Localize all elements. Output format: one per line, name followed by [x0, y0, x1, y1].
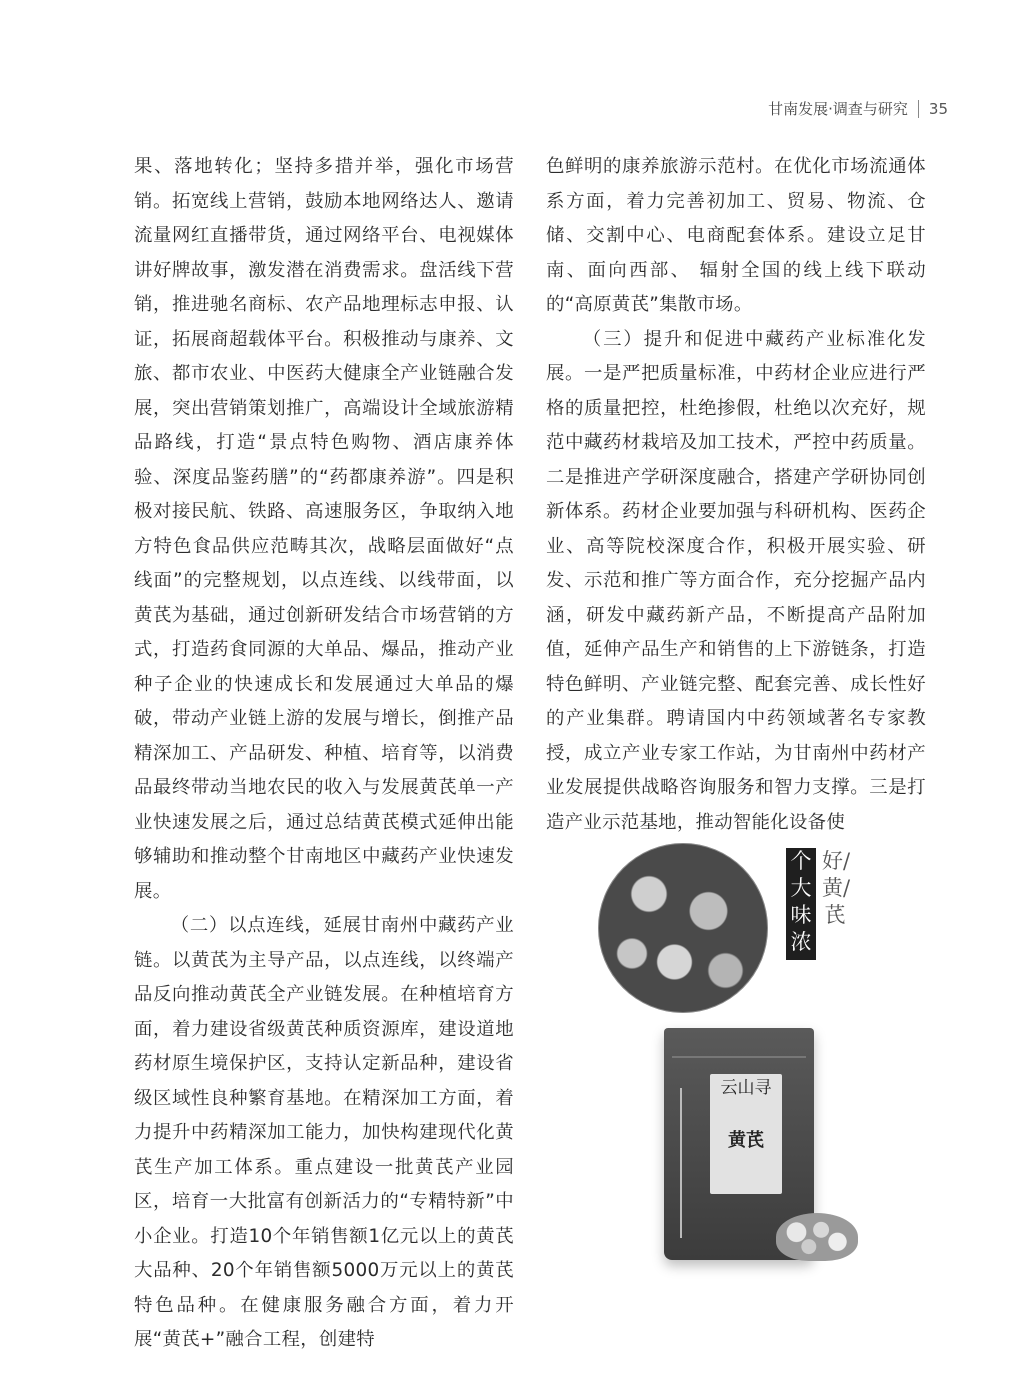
astragalus-slices-figure	[598, 843, 898, 1013]
header-divider	[918, 100, 919, 118]
package-zip-line	[672, 1056, 806, 1058]
plant-illustration	[680, 1088, 712, 1238]
package-label	[718, 1078, 774, 1152]
section-title: 甘南发展·调查与研究	[768, 100, 908, 118]
paragraph-right-1: 色鲜明的康养旅游示范村。在优化市场流通体系方面，着力完善初加工、贸易、物流、仓储、交割中心、电商配套体系。建设立足甘南、面向西部、 辐射全国的线上线下联动的“高原黄芪”集散市场。	[546, 156, 926, 315]
slogan-vertical-dark: 个大味浓	[786, 848, 816, 960]
slices-pile-image	[776, 1213, 858, 1261]
package-product-name: 黄芪	[728, 1130, 764, 1151]
slogan-vertical-light: 好/黄/芪	[822, 849, 851, 927]
paragraph-right-2: （三）提升和促进中藏药产业标准化发展。一是严把质量标准，中药材企业应进行严格的质量把控，杜绝掺假，杜绝以次充好，规范中藏药材栽培及加工技术，严控中药质量。二是推进产学研深度融合，搭建产学研协同创新体系。药材企业要加强与科研机构、医药企业、高等院校深度合作，积极开展实验、研发、示范和推广等方面合作，充分挖掘产品内涵，研发中藏药新产品，不断提高产品附加值，延伸产品生产和销售的上下游链条，打造特色鲜明、产业链完整、配套完善、成长性好的产业集群。聘请国内中药领域著名专家教授，成立产业专家工作站，为甘南州中药材产业发展提供战略咨询服务和智力支撑。三是打造产业示范基地，推动智能化设备使	[546, 328, 926, 833]
left-column	[134, 150, 514, 1358]
right-column	[546, 150, 926, 840]
astragalus-slices-image	[598, 843, 768, 1013]
paragraph-left-1: 果、落地转化；坚持多措并举，强化市场营销。拓宽线上营销，鼓励本地网络达人、邀请流量网红直播带货，通过网络平台、电视媒体讲好牌故事，激发潜在消费需求。盘活线下营销，推进驰名商标、农产品地理标志申报、认证，拓展商超载体平台。积极推动与康养、文旅、都市农业、中医药大健康全产业链融合发展，突出营销策划推广，高端设计全域旅游精品路线，打造“景点特色购物、酒店康养体验、深度品鉴药膳”的“药都康养游”。四是积极对接民航、铁路、高速服务区，争取纳入地方特色食品供应范畴其次，战略层面做好“点线面”的完整规划，以点连线、以线带面，以黄芪为基础，通过创新研发结合市场营销的方式，打造药食同源的大单品、爆品，推动产业种子企业的快速成长和发展通过大单品的爆破，带动产业链上游的发展与增长，倒推产品精深加工、产品研发、种植、培育等，以消费品最终带动当地农民的收入与发展黄芪单一产业快速发展之后，通过总结黄芪模式延伸出能够辅助和推动整个甘南地区中藏药产业快速发展。	[134, 156, 514, 902]
package-brand: 云山寻	[720, 1078, 772, 1098]
running-header	[768, 98, 948, 119]
product-package-figure	[656, 1028, 861, 1268]
page-number: 35	[928, 99, 948, 118]
paragraph-left-2: （二）以点连线，延展甘南州中藏药产业链。以黄芪为主导产品，以点连线，以终端产品反向推动黄芪全产业链发展。在种植培育方面，着力建设省级黄芪种质资源库，建设道地药材原生境保护区，支持认定新品种，建设省级区域性良种繁育基地。在精深加工方面，着力提升中药精深加工能力，加快构建现代化黄芪生产加工体系。重点建设一批黄芪产业园区，培育一大批富有创新活力的“专精特新”中小企业。打造10个年销售额1亿元以上的黄芪大品种、20个年销售额5000万元以上的黄芪特色品种。在健康服务融合方面，着力开展“黄芪+”融合工程，创建特	[134, 915, 514, 1350]
